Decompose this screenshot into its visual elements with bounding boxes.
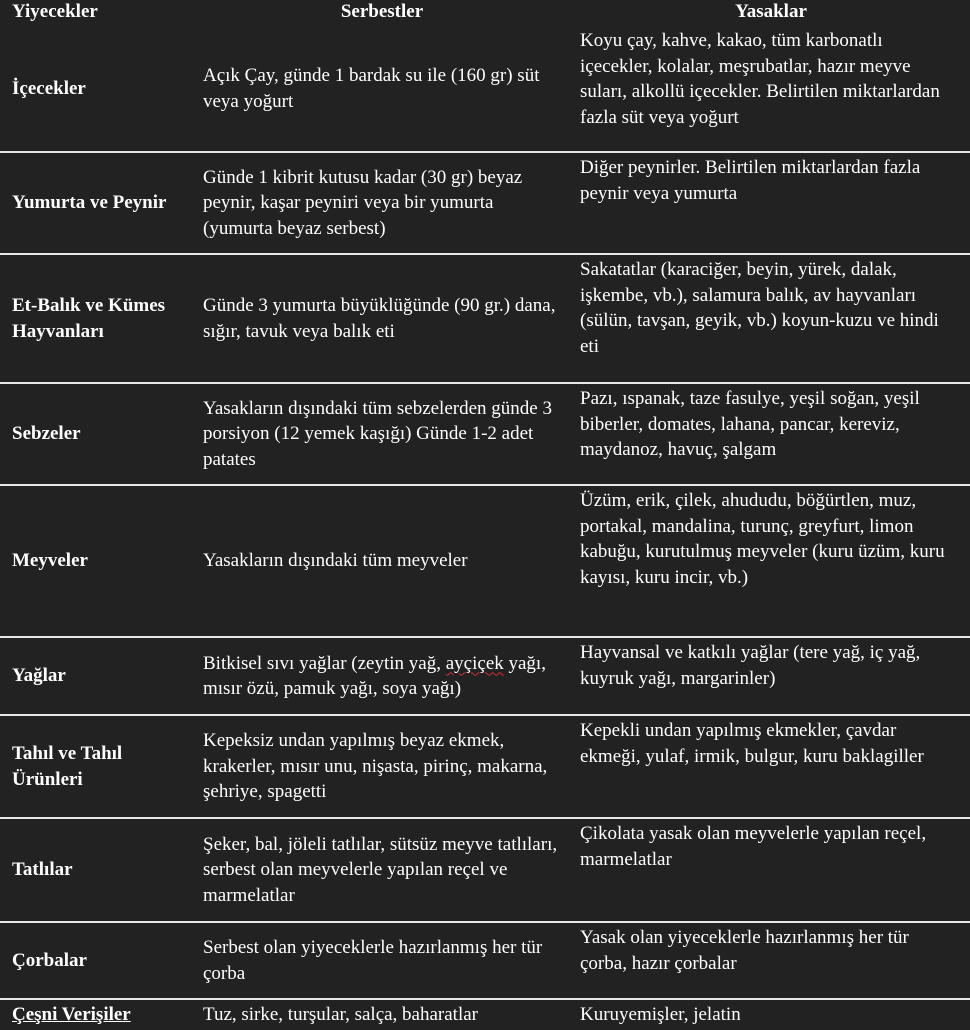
allowed-cell: Serbest olan yiyeceklerle hazırlanmış her tür çorba — [192, 922, 572, 999]
category-cell: Et-Balık ve Kümes Hayvanları — [0, 254, 192, 383]
category-cell: İçecekler — [0, 26, 192, 152]
forbidden-cell: Yasak olan yiyeceklerle hazırlanmış her tür çorba, hazır çorbalar — [572, 922, 970, 999]
forbidden-cell: Koyu çay, kahve, kakao, tüm karbonatlı içecekler, kolalar, meşrubatlar, hazır meyve suları, alkollü içecekler. Belirtilen miktarlardan fazla süt veya yoğurt — [572, 26, 970, 152]
category-cell: Tahıl ve Tahıl Ürünleri — [0, 715, 192, 818]
category-cell: Meyveler — [0, 485, 192, 637]
table-row — [0, 26, 970, 152]
forbidden-cell: Kuruyemişler, jelatin — [580, 1004, 741, 1025]
category-cell: Yumurta ve Peynir — [0, 152, 192, 254]
table-row — [0, 818, 970, 922]
table-row — [0, 637, 970, 715]
allowed-text-part: Bitkisel sıvı yağlar (zeytin yağ, — [203, 652, 446, 674]
category-cell: Çeşni Verişiler — [12, 1004, 131, 1025]
category-cell: Tatlılar — [0, 818, 192, 922]
allowed-cell: Günde 3 yumurta büyüklüğünde (90 gr.) dana, sığır, tavuk veya balık eti — [192, 254, 572, 383]
table-row — [0, 922, 970, 999]
forbidden-cell: Hayvansal ve katkılı yağlar (tere yağ, iç yağ, kuyruk yağı, margarinler) — [572, 637, 970, 715]
category-cell: Sebzeler — [0, 383, 192, 485]
allowed-cell: Şeker, bal, jöleli tatlılar, sütsüz meyve tatlıları, serbest olan meyvelerle yapılan reçel ve marmelatlar — [192, 818, 572, 922]
spellcheck-flagged-word: ayçiçek — [445, 652, 504, 674]
forbidden-cell: Üzüm, erik, çilek, ahududu, böğürtlen, muz, portakal, mandalina, turunç, greyfurt, limon kabuğu, kurutulmuş meyveler (kuru üzüm, kuru kayısı, kuru incir, vb.) — [572, 485, 970, 637]
header-allowed: Serbestler — [340, 1, 424, 22]
forbidden-cell: Sakatatlar (karaciğer, beyin, yürek, dalak, işkembe, vb.), salamura balık, av hayvanları (sülün, tavşan, geyik, vb.) koyun-kuzu ve hindi eti — [572, 254, 970, 383]
allowed-cell — [192, 637, 572, 715]
forbidden-cell: Çikolata yasak olan meyvelerle yapılan reçel, marmelatlar — [572, 818, 970, 922]
allowed-cell: Kepeksiz undan yapılmış beyaz ekmek, krakerler, mısır unu, nişasta, pirinç, makarna, şehriye, spagetti — [192, 715, 572, 818]
table-row — [0, 152, 970, 254]
table-row — [0, 383, 970, 485]
allowed-cell: Yasakların dışındaki tüm sebzelerden günde 3 porsiyon (12 yemek kaşığı) Günde 1-2 adet patates — [192, 383, 572, 485]
allowed-cell: Yasakların dışındaki tüm meyveler — [192, 485, 572, 637]
forbidden-cell: Kepekli undan yapılmış ekmekler, çavdar ekmeği, yulaf, irmik, bulgur, kuru baklagiller — [572, 715, 970, 818]
allowed-cell: Günde 1 kibrit kutusu kadar (30 gr) beyaz peynir, kaşar peyniri veya bir yumurta (yumurta beyaz serbest) — [192, 152, 572, 254]
header-foods: Yiyecekler — [12, 1, 98, 22]
allowed-cell: Tuz, sirke, turşular, salça, baharatlar — [203, 1004, 478, 1025]
forbidden-cell: Pazı, ıspanak, taze fasulye, yeşil soğan, yeşil biberler, domates, lahana, pancar, kereviz, maydanoz, havuç, şalgam — [572, 383, 970, 485]
table-row — [0, 485, 970, 637]
allowed-cell: Açık Çay, günde 1 bardak su ile (160 gr) süt veya yoğurt — [192, 26, 572, 152]
category-cell: Çorbalar — [0, 922, 192, 999]
header-forbidden: Yasaklar — [735, 1, 807, 22]
table-row — [0, 999, 970, 1029]
category-cell: Yağlar — [0, 637, 192, 715]
allowed-text-part: yağı, mısır özü, pamuk yağı, soya yağı) — [203, 652, 546, 699]
table-header-row — [0, 0, 970, 26]
forbidden-cell: Diğer peynirler. Belirtilen miktarlardan fazla peynir veya yumurta — [572, 152, 970, 254]
table-row — [0, 254, 970, 383]
table-row — [0, 715, 970, 818]
